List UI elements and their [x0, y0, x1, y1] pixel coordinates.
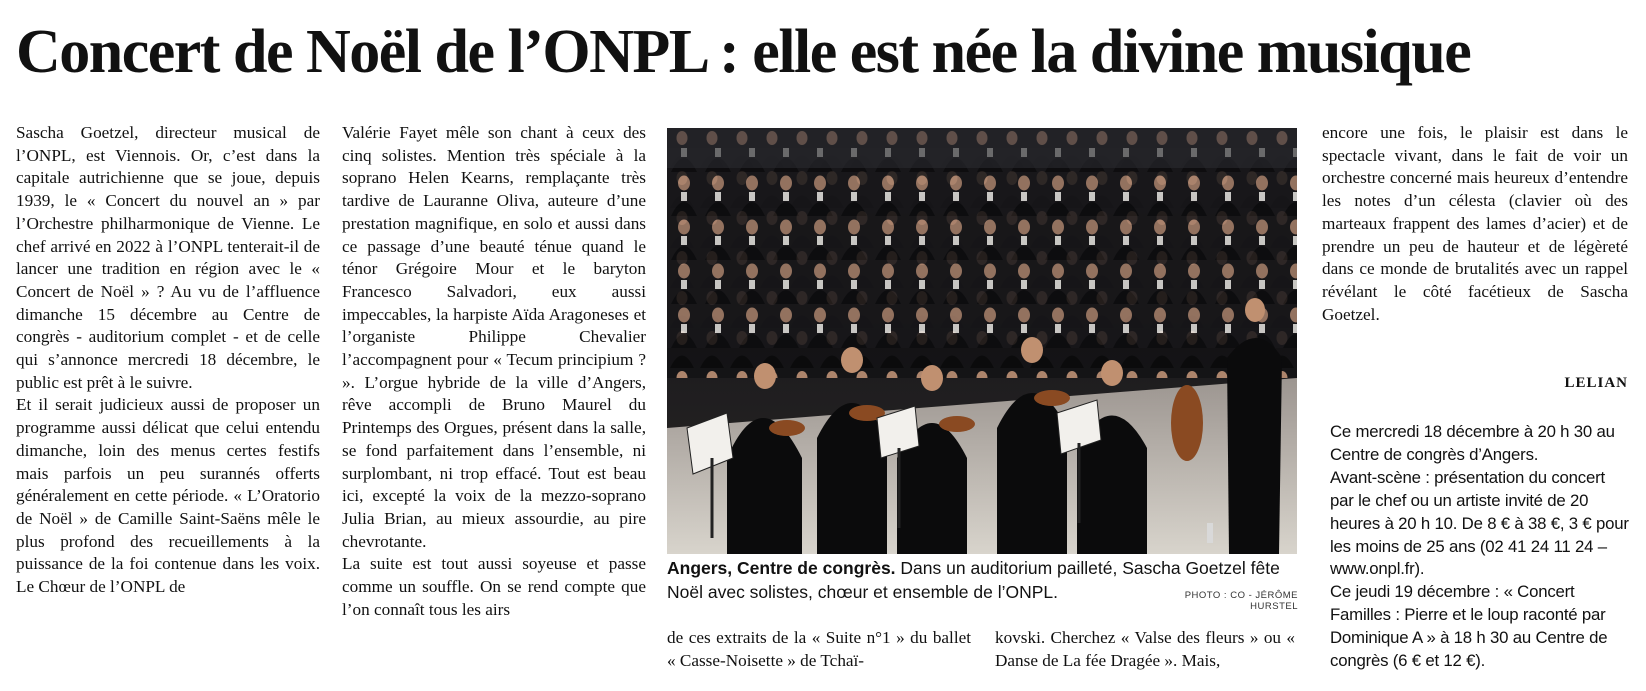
paragraph: Sascha Goetzel, directeur musical de l’ONPL, est Viennois. Or, c’est dans la capitale autrichienne que se joue, depuis 1939, le « Concert du nouvel an » par l’Orchestre philharmonique de Vienne. Le chef arrivé en 2022 à l’ONPL tenterait-il de lancer une tradition en région avec le « Concert de Noël » ? Au vu de l’affluence dimanche 15 décembre au Centre de congrès - auditorium complet - et de celle qui s’annonce mercredi 18 décembre, le public est prêt à le suivre. [16, 123, 320, 392]
paragraph: Et il serait judicieux aussi de proposer un programme aussi délicat que celui entendu dimanche, loin des menus certes festifs mais parfois un peu surannés offerts généralement en cette période. « L’Oratorio de Noël » de Camille Saint-Saëns mêle le plus profond des recueillements à la puissance de la foi contenue dans les voix. Le Chœur de l’ONPL de [16, 395, 320, 597]
headline: Concert de Noël de l’ONPL : elle est née la divine musique [16, 18, 1471, 86]
article-column-4 [1322, 122, 1628, 362]
article-column-1 [16, 122, 320, 678]
article-column-2 [342, 122, 646, 678]
paragraph: La suite est tout aussi soyeuse et passe comme un souffle. On se rend compte que l’on connaît tous les airs [342, 554, 646, 619]
info-line: Ce mercredi 18 décembre à 20 h 30 au Centre de congrès d’Angers. [1330, 422, 1615, 464]
article-column-3a [667, 627, 971, 679]
concert-photo [667, 128, 1297, 554]
caption-lead: Angers, Centre de congrès. [667, 558, 896, 578]
paragraph: Valérie Fayet mêle son chant à ceux des cinq solistes. Mention très spéciale à la soprano Helen Kearns, remplaçante très tardive de Lauranne Oliva, auteure d’une prestation magnifique, en solo et aussi dans ce passage d’une beauté ténue quand le ténor Grégoire Mour et le baryton Francesco Salvadori, eux aussi impeccables, la harpiste Aïda Aragoneses et l’organiste Philippe Chevalier l’accompagnent pour « Tecum principium ? ». L’orgue hybride de la ville d’Angers, rêve accompli de Bruno Maurel du Printemps des Orgues, présent dans la salle, se fond parfaitement dans l’ensemble, ni surplombant, ni trop effacé. Tout est beau ici, excepté la voix de la mezzo-soprano Julia Brian, au mieux assourdie, au pire chevrotante. [342, 123, 646, 551]
info-line: Avant-scène : présentation du concert par le chef ou un artiste invité de 20 heures à 20 h 10. De 8 € à 38 €, 3 € pour les moins de 25 ans (02 41 24 11 24 – www.onpl.fr). [1330, 467, 1629, 579]
info-line: Ce jeudi 19 décembre : « Concert Familles : Pierre et le loup raconté par Dominique A » à 18 h 30 au Centre de congrès (6 € et 12 €). [1330, 582, 1608, 671]
article-column-3b [995, 627, 1295, 679]
practical-info-box [1330, 421, 1630, 673]
photo-credit: PHOTO : CO - JÉRÔME HURSTEL [1184, 590, 1298, 612]
paragraph: encore une fois, le plaisir est dans le spectacle vivant, dans le fait de voir un orchestre concerné mais heureux d’entendre les notes d’un célesta (clavier où des marteaux frappent des lames d’acier) et de prendre un peu de hauteur et de légèreté dans ce monde de brutalités avec un rappel révélant le côté facétieux de Sascha Goetzel. [1322, 123, 1628, 324]
paragraph: de ces extraits de la « Suite n°1 » du ballet « Casse-Noisette » de Tchaï- [667, 628, 971, 670]
caption-text: Dans un auditorium pailleté, Sascha Goetzel fête Noël avec solistes, chœur et ensemble de l’ONPL. [667, 558, 1280, 602]
author-signature: LELIAN [1564, 375, 1628, 391]
paragraph: kovski. Cherchez « Valse des fleurs » ou « Danse de La fée Dragée ». Mais, [995, 628, 1295, 670]
